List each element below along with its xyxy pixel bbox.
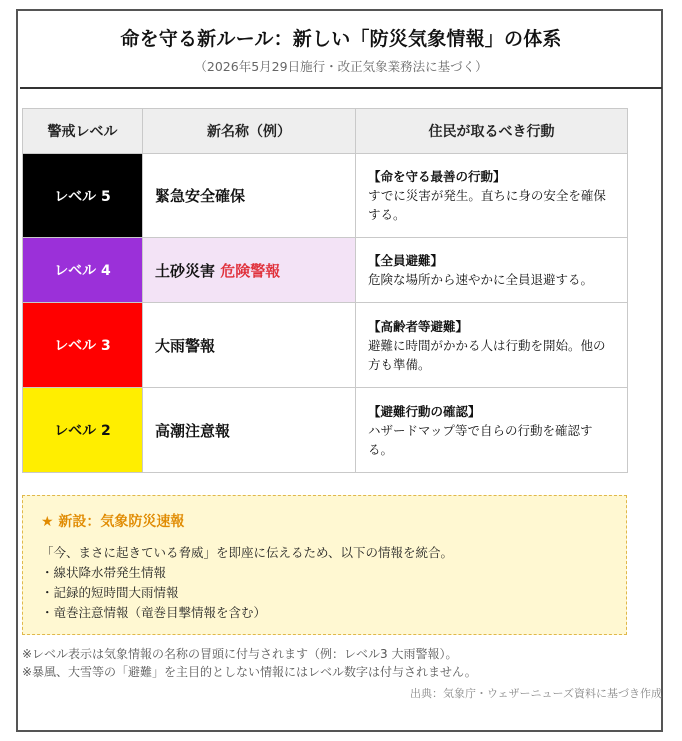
table-row [23, 154, 628, 238]
page-title: 命を守る新ルール：新しい「防災気象情報」の体系 [120, 28, 562, 50]
header-action: 住民が取るべき行動 [356, 109, 628, 154]
action-heading: 【全員避難】 [368, 253, 444, 268]
table-row [23, 238, 628, 303]
header-new-name: 新名称（例） [143, 109, 356, 154]
action-heading: 【命を守る最善の行動】 [368, 169, 506, 184]
action-heading: 【高齢者等避難】 [368, 318, 469, 334]
footnote: ※レベル表示は気象情報の名称の冒頭に付与されます（例：レベル3 大雨警報）。 [22, 647, 458, 661]
footnote: ※暴風、大雪等の「避難」を主目的としない情報にはレベル数字は付与されません。 [22, 665, 477, 679]
page-subtitle: （2026年5月29日施行・改正気象業務法に基づく） [194, 59, 488, 74]
action-heading: 【避難行動の確認】 [368, 403, 481, 419]
header-level: 警戒レベル [23, 109, 143, 154]
level-5-name [143, 154, 356, 238]
new-info-list [41, 563, 266, 623]
list-item: ・記録的短時間大雨情報 [41, 585, 179, 600]
level-4-name [143, 238, 356, 303]
level-2-name [143, 388, 356, 473]
name-highlight: 危険警報 [220, 261, 281, 280]
level-2-cell: レベル 2 [23, 388, 143, 473]
level-5-action [356, 154, 628, 238]
name-text: 土砂災害 [155, 261, 221, 280]
list-item: ・竜巻注意情報（竜巻目撃情報を含む） [41, 605, 267, 620]
table-header-row [23, 109, 628, 154]
list-item: ・線状降水帯発生情報 [41, 565, 167, 580]
action-text: 避難に時間がかかる人は行動を開始。他の方も準備。 [368, 337, 606, 372]
level-3-cell: レベル 3 [23, 303, 143, 388]
level-2-action [356, 388, 628, 473]
level-4-cell: レベル 4 [23, 238, 143, 303]
table-row [23, 303, 628, 388]
action-text: 危険な場所から速やかに全員退避する。 [368, 272, 594, 287]
title-divider [20, 87, 662, 89]
level-3-action [356, 303, 628, 388]
name-text: 緊急安全確保 [155, 187, 246, 205]
action-text: ハザードマップ等で自らの行動を確認する。 [368, 422, 593, 457]
source-credit: 出典：気象庁・ウェザーニューズ資料に基づき作成 [409, 687, 662, 700]
footnotes [22, 645, 477, 681]
new-info-description: 「今、まさに起きている脅威」を即座に伝えるため、以下の情報を統合。 [41, 545, 454, 560]
level-5-cell: レベル 5 [23, 154, 143, 238]
name-text: 高潮注意報 [155, 421, 231, 440]
table-row [23, 388, 628, 473]
new-info-title: ★ 新設：気象防災速報 [41, 514, 185, 530]
action-text: すでに災害が発生。直ちに身の安全を確保する。 [368, 188, 606, 222]
name-text: 大雨警報 [155, 336, 216, 355]
new-info-box [22, 495, 627, 635]
warning-level-table [22, 108, 628, 473]
level-4-action [356, 238, 628, 303]
level-3-name [143, 303, 356, 388]
